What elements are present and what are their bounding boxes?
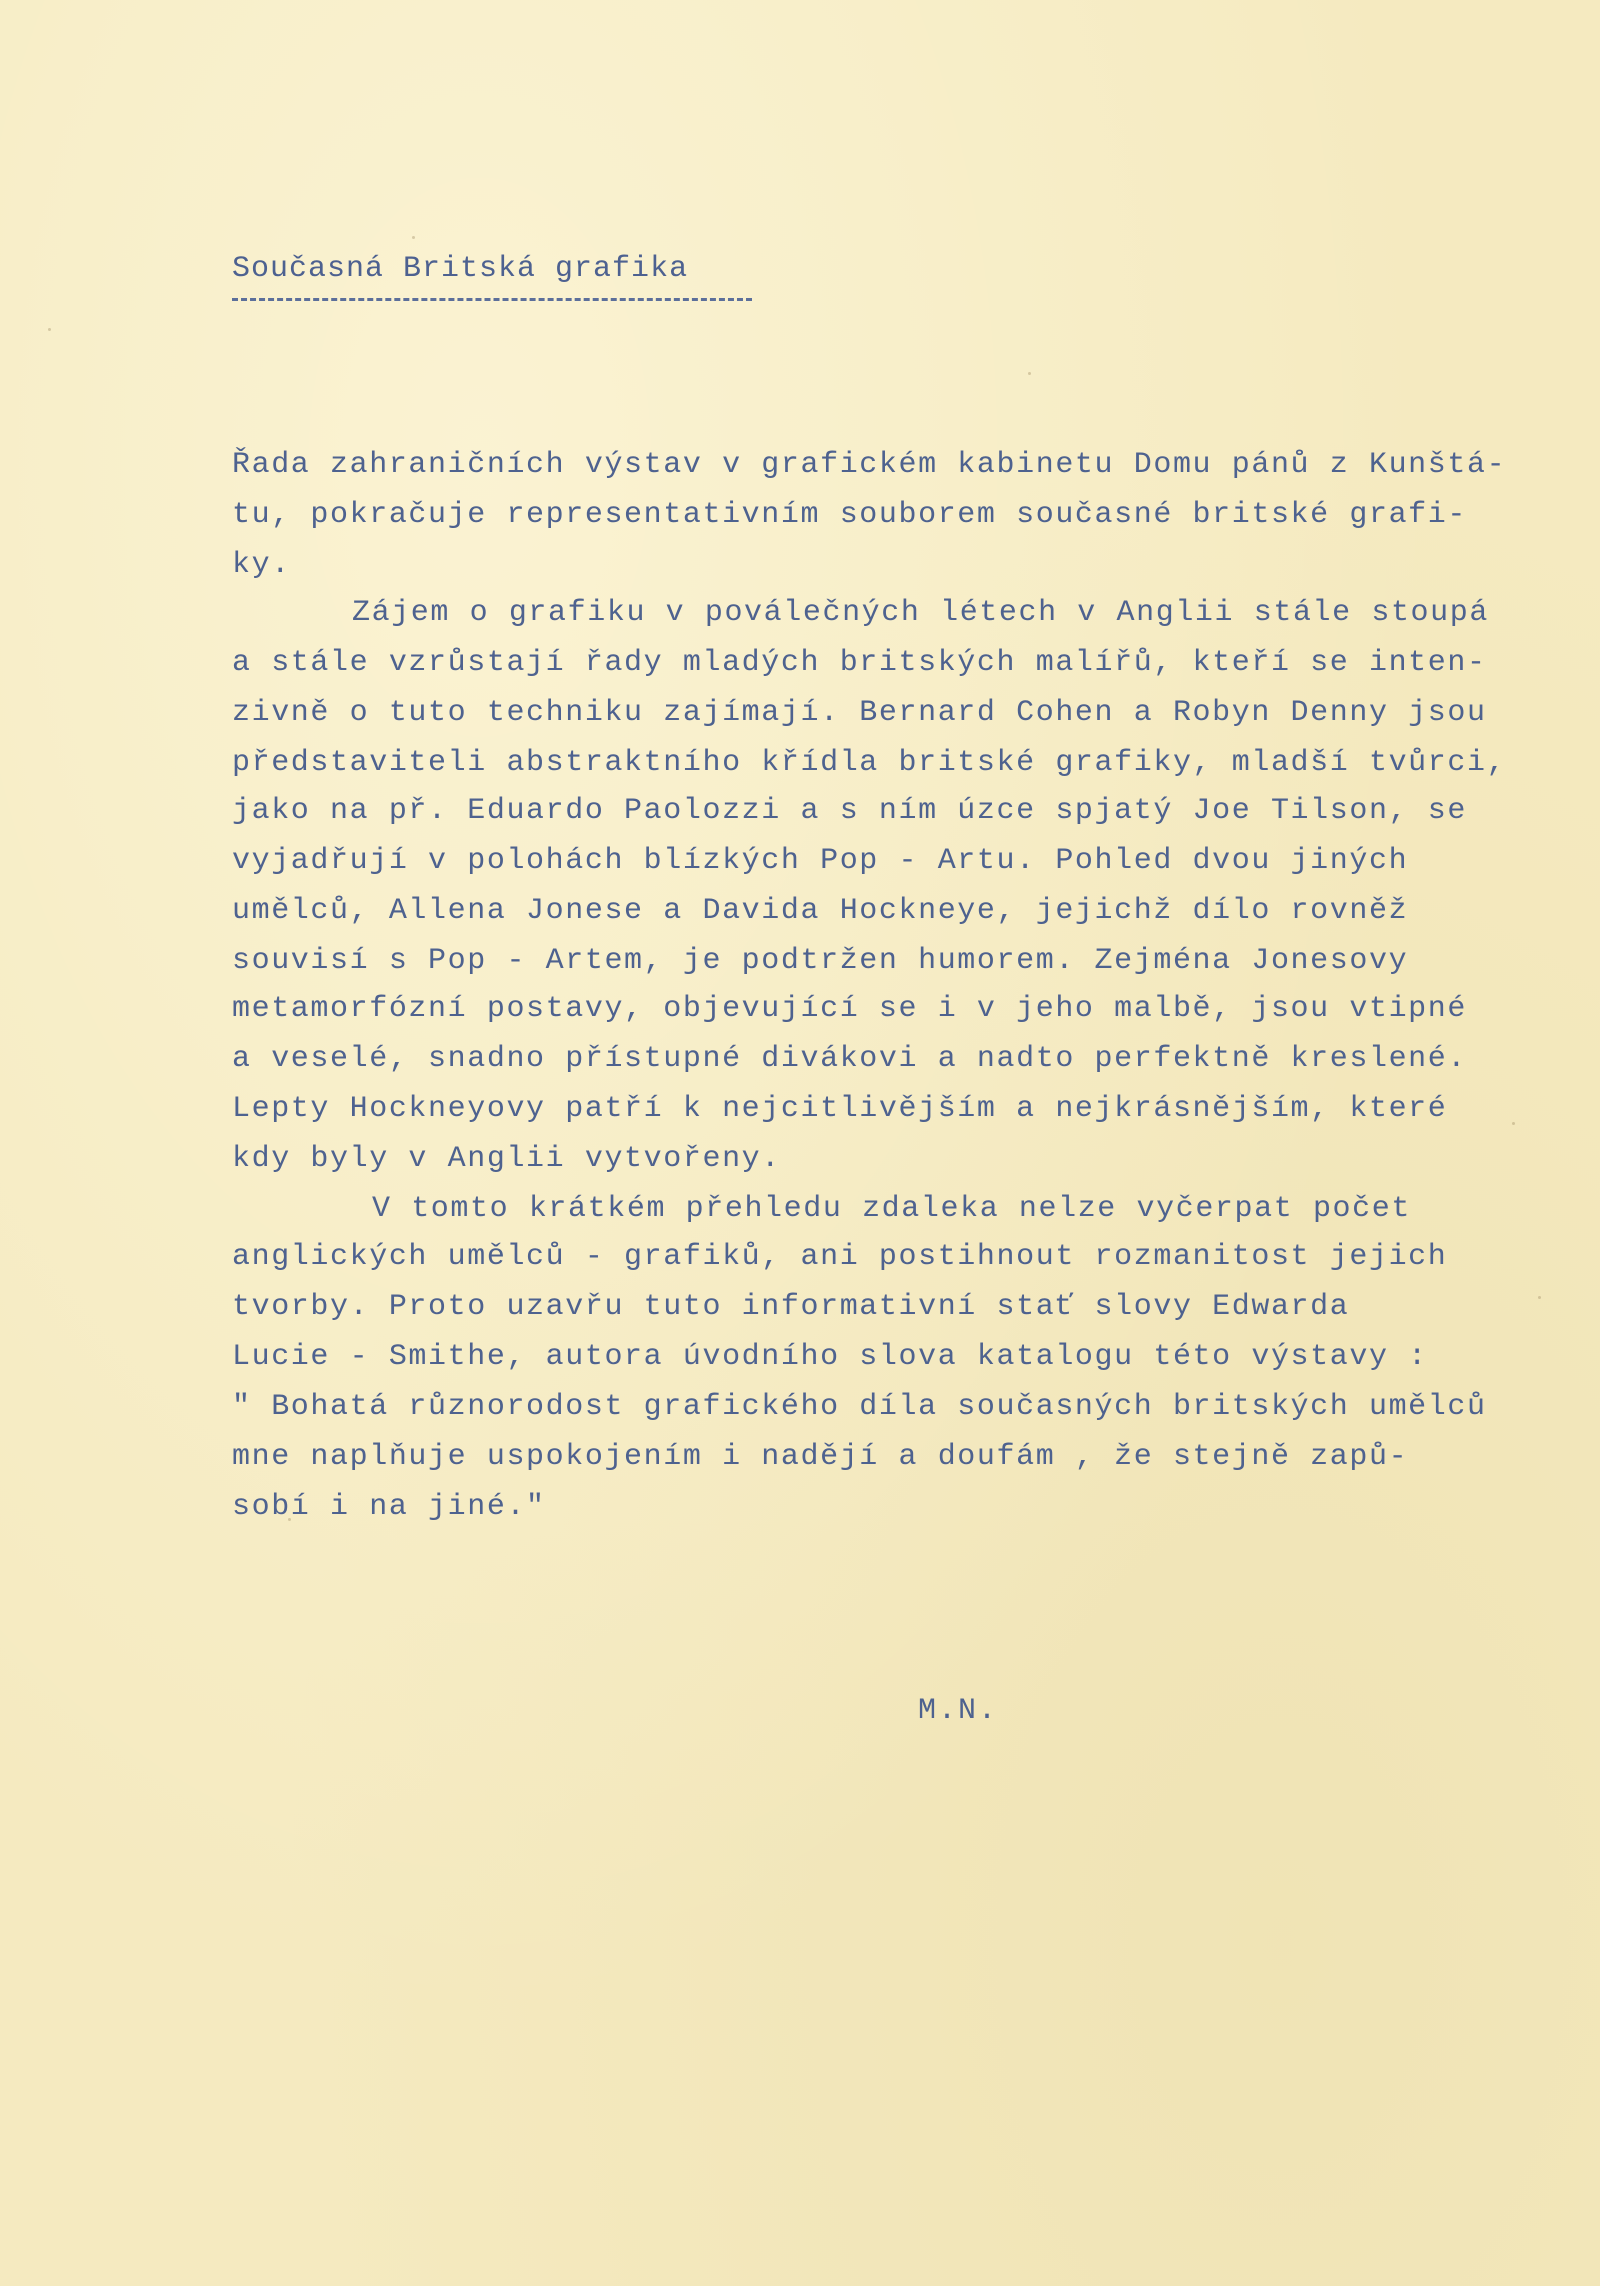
- text-line: V tomto krátkém přehledu zdaleka nelze vyčerpat počet: [372, 1192, 1411, 1226]
- text-line: mne naplňuje uspokojením i nadějí a doufám , že stejně zapů-: [232, 1440, 1409, 1474]
- text-line: anglických umělců - grafiků, ani postihnout rozmanitost jejich: [232, 1240, 1448, 1274]
- title-underline: [232, 298, 752, 301]
- text-line: Lepty Hockneyovy patří k nejcitlivějším a nejkrásnějším, které: [232, 1092, 1448, 1126]
- paper-speck: [412, 236, 415, 239]
- text-line: umělců, Allena Jonese a Davida Hockneye, jejichž dílo rovněž: [232, 894, 1409, 928]
- signature-initials: M.N.: [918, 1694, 999, 1728]
- text-line: metamorfózní postavy, objevující se i v jeho malbě, jsou vtipné: [232, 992, 1467, 1026]
- text-line: kdy byly v Anglii vytvořeny.: [232, 1142, 781, 1176]
- text-line: tvorby. Proto uzavřu tuto informativní stať slovy Edwarda: [232, 1290, 1350, 1324]
- paper-speck: [1512, 1122, 1515, 1125]
- text-line: zivně o tuto techniku zajímají. Bernard Cohen a Robyn Denny jsou: [232, 696, 1487, 730]
- text-line: a stále vzrůstají řady mladých britských malířů, kteří se inten-: [232, 646, 1487, 680]
- text-line: a veselé, snadno přístupné divákovi a nadto perfektně kreslené.: [232, 1042, 1467, 1076]
- paper-speck: [1028, 372, 1031, 375]
- text-line: " Bohatá různorodost grafického díla současných britských umělců: [232, 1390, 1487, 1424]
- text-line: ky.: [232, 548, 291, 582]
- paper-speck: [1538, 1296, 1541, 1299]
- text-line: Řada zahraničních výstav v grafickém kabinetu Domu pánů z Kunštá-: [232, 448, 1507, 482]
- text-line: Zájem o grafiku v poválečných létech v Anglii stále stoupá: [352, 596, 1489, 630]
- document-title: Současná Britská grafika: [232, 252, 689, 286]
- text-line: vyjadřují v polohách blízkých Pop - Artu. Pohled dvou jiných: [232, 844, 1409, 878]
- text-line: souvisí s Pop - Artem, je podtržen humorem. Zejména Jonesovy: [232, 944, 1409, 978]
- paper-speck: [48, 328, 51, 331]
- text-line: Lucie - Smithe, autora úvodního slova katalogu této výstavy :: [232, 1340, 1428, 1374]
- text-line: sobí i na jiné.": [232, 1490, 546, 1524]
- text-line: tu, pokračuje representativním souborem současné britské grafi-: [232, 498, 1467, 532]
- text-line: jako na př. Eduardo Paolozzi a s ním úzce spjatý Joe Tilson, se: [232, 794, 1467, 828]
- text-line: představiteli abstraktního křídla britské grafiky, mladší tvůrci,: [232, 746, 1507, 780]
